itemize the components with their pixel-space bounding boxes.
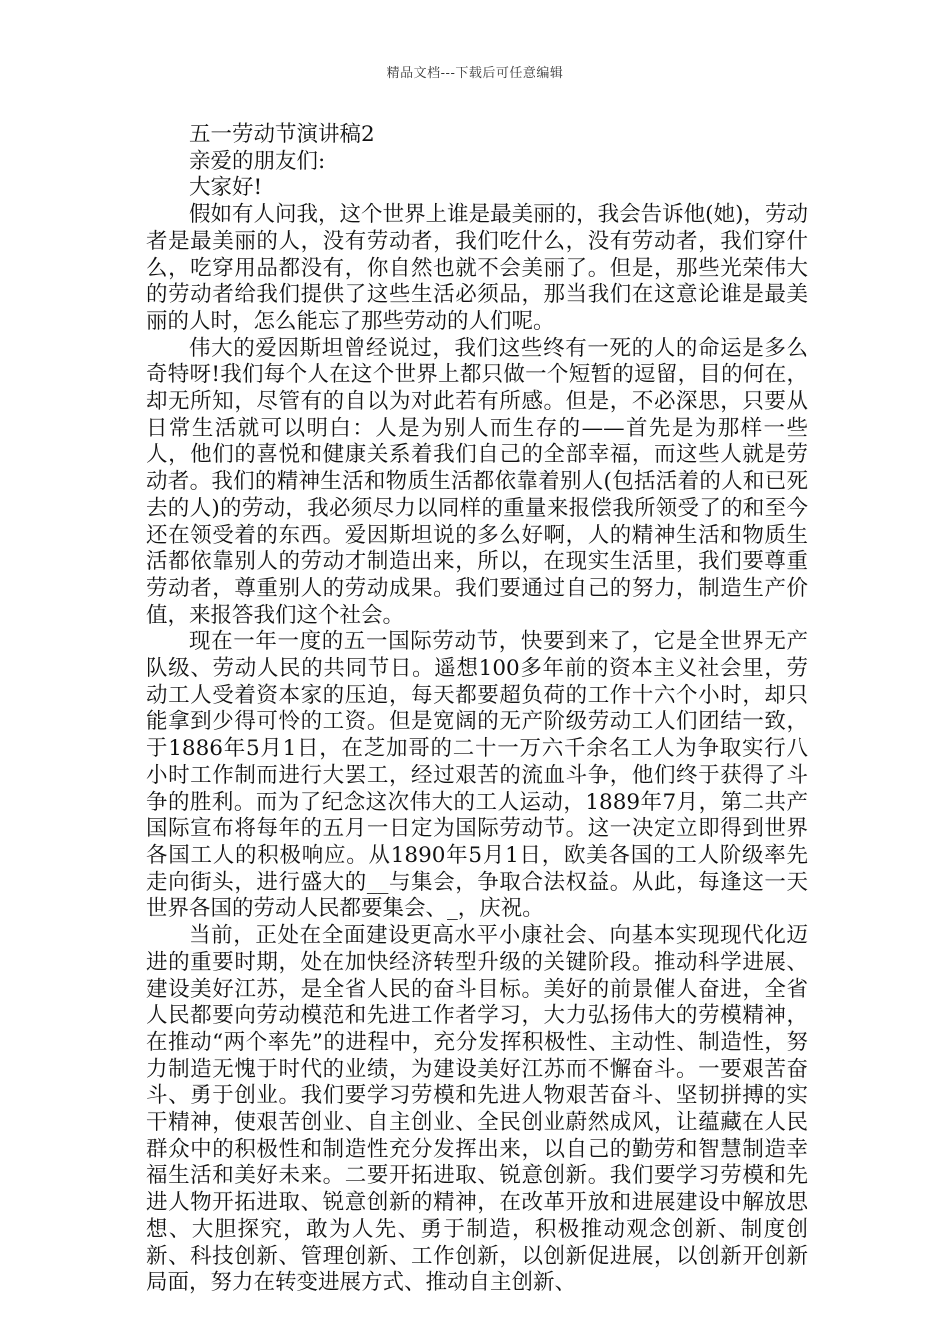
paragraph: 现在一年一度的五一国际劳动节，快要到来了，它是全世界无产队级、劳动人民的共同节日。遥想100多年前的资本主义社会里，劳动工人受着资本家的压迫，每天都要超负荷的工作十六个小时，却只能拿到少得可怜的工资。但是宽阔的无产阶级劳动工人们团结一致，于1886年5月1日，在芝加哥的二十一万六千余名工人为争取实行八小时工作制而进行大罢工，经过艰苦的流血斗争，他们终于获得了斗争的胜利。而为了纪念这次伟大的工人运动，1889年7月，第二共产国际宣布将每年的五月一日定为国际劳动节。这一决定立即得到世界各国工人的积极响应。从1890年5月1日，欧美各国的工人阶级率先走向街头，进行盛大的__与集会，争取合法权益。从此，每逢这一天世界各国的劳动人民都要集会、_，庆祝。	[146, 629, 808, 922]
paragraph: 假如有人问我，这个世界上谁是最美丽的，我会告诉他(她)，劳动者是最美丽的人，没有劳动者，我们吃什么，没有劳动者，我们穿什么，吃穿用品都没有，你自然也就不会美丽了。但是，那些光荣伟大的劳动者给我们提供了这些生活必须品，那当我们在这意论谁是最美丽的人时，怎么能忘了那些劳动的人们呢。	[146, 202, 808, 334]
greeting: 大家好!	[189, 175, 263, 201]
paragraph: 当前，正处在全面建设更高水平小康社会、向基本实现现代化迈进的重要时期，处在加快经济转型升级的关键阶段。推动科学进展、建设美好江苏，是全省人民的奋斗目标。美好的前景催人奋进，全省人民都要向劳动模范和先进工作者学习，大力弘扬伟大的劳模精神，在推动“两个率先”的进程中，充分发挥积极性、主动性、制造性，努力制造无愧于时代的业绩，为建设美好江苏而不懈奋斗。一要艰苦奋斗、勇于创业。我们要学习劳模和先进人物艰苦奋斗、坚韧拼搏的实干精神，使艰苦创业、自主创业、全民创业蔚然成风，让蕴藏在人民群众中的积极性和制造性充分发挥出来，以自己的勤劳和智慧制造幸福生活和美好未来。二要开拓进取、锐意创新。我们要学习劳模和先进人物开拓进取、锐意创新的精神，在改革开放和进展建设中解放思想、大胆探究，敢为人先、勇于制造，积极推动观念创新、制度创新、科技创新、管理创新、工作创新，以创新促进展，以创新开创新局面，努力在转变进展方式、推动自主创新、	[146, 923, 808, 1296]
document-title: 五一劳动节演讲稿2	[189, 122, 375, 147]
salutation: 亲爱的朋友们:	[189, 148, 326, 174]
page-header: 精品文档---下载后可任意编辑	[386, 66, 564, 81]
document-body	[146, 122, 808, 1297]
paragraph: 伟大的爱因斯坦曾经说过，我们这些终有一死的人的命运是多么奇特呀!我们每个人在这个世界上都只做一个短暂的逗留，目的何在，却无所知，尽管有的自以为对此若有所感。但是，不必深思，只要从日常生活就可以明白：人是为别人而生存的——首先是为那样一些人，他们的喜悦和健康关系着我们自己的全部幸福，而这些人就是劳动者。我们的精神生活和物质生活都依靠着别人(包括活着的人和已死去的人)的劳动，我必须尽力以同样的重量来报偿我所领受了的和至今还在领受着的东西。爱因斯坦说的多么好啊，人的精神生活和物质生活都依靠别人的劳动才制造出来，所以，在现实生活里，我们要尊重劳动者，尊重别人的劳动成果。我们要通过自己的努力，制造生产价值，来报答我们这个社会。	[146, 335, 808, 628]
